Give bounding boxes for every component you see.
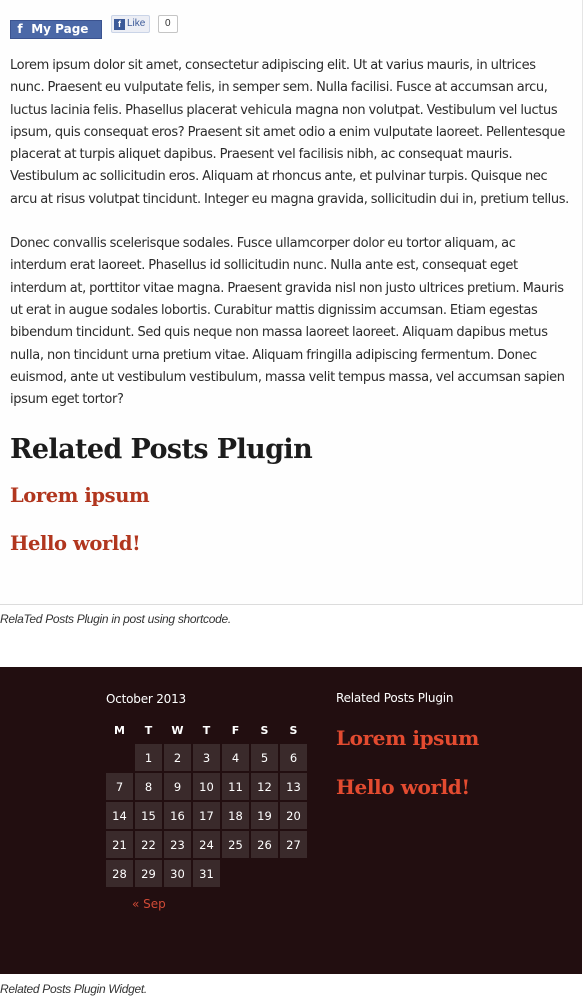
calendar-day: 10 (193, 773, 220, 800)
calendar-day: 2 (164, 744, 191, 771)
calendar-day: 17 (193, 802, 220, 829)
post-caption: RelaTed Posts Plugin in post using shortcode. (0, 612, 231, 626)
calendar-day: 21 (106, 831, 133, 858)
calendar-day: 11 (222, 773, 249, 800)
calendar-week-row (106, 831, 307, 858)
my-page-label: My Page (31, 22, 89, 36)
calendar-day: 26 (251, 831, 278, 858)
calendar-body (106, 744, 307, 887)
related-posts-heading: Related Posts Plugin (10, 434, 313, 466)
widget-link-lorem-ipsum[interactable]: Lorem ipsum (336, 726, 479, 750)
calendar-empty-cell (251, 860, 278, 887)
calendar-week-row (106, 773, 307, 800)
calendar-week-row (106, 802, 307, 829)
calendar-day: 13 (280, 773, 307, 800)
facebook-like-icon: f (114, 19, 125, 30)
widget-link-hello-world[interactable]: Hello world! (336, 775, 470, 799)
calendar-day: 1 (135, 744, 162, 771)
calendar-day: 3 (193, 744, 220, 771)
calendar-day: 30 (164, 860, 191, 887)
paragraph-1: Lorem ipsum dolor sit amet, consectetur adipiscing elit. Ut at varius mauris, in ultrices nunc. Praesent eu vulputate felis, in semper sem. Nulla facilisi. Fusce at accumsan arcu, luctus lacinia felis. Phasellus placerat vehicula magna non volutpat. Vestibulum vel luctus ipsum, quis consequat eros? Praesent sit amet odio a enim vulputate laoreet. Pellentesque placerat at turpis aliquet dapibus. Praesent vel facilisis nibh, ac consequat mauris. Vestibulum ac sollicitudin eros. Aliquam at rhoncus ante, et pulvinar turpis. Quisque nec arcu at risus volutpat tincidunt. Integer eu magna gravida, sollicitudin dui in, pretium tellus. (10, 58, 569, 207)
post-content (10, 55, 570, 556)
calendar-day: 29 (135, 860, 162, 887)
calendar-day: 7 (106, 773, 133, 800)
calendar-month: October 2013 (106, 692, 186, 706)
calendar-day: 9 (164, 773, 191, 800)
calendar-day: 24 (193, 831, 220, 858)
related-posts-widget (336, 689, 576, 800)
calendar-day: 18 (222, 802, 249, 829)
calendar-weekday: S (289, 723, 298, 737)
related-post-link-lorem-ipsum[interactable]: Lorem ipsum (10, 484, 150, 508)
calendar-day: 23 (164, 831, 191, 858)
paragraph-2: Donec convallis scelerisque sodales. Fusce ullamcorper dolor eu tortor aliquam, ac interdum erat laoreet. Phasellus id sollicitudin nunc. Nulla ante est, consequat eget interdum at, porttitor vitae magna. Praesent gravida nisl non justo ultrices pretium. Mauris ut erat in augue sodales lobortis. Curabitur mattis dignissim accumsan. Etiam egestas bibendum tincidunt. Sed quis neque non massa laoreet laoreet. Aliquam dapibus metus nulla, non tincidunt urna pretium vitae. Aliquam fringilla adipiscing fermentum. Donec euismod, ante ut vestibulum vestibulum, massa velit tempus massa, vel accumsan sapien ipsum eget tortor? (10, 236, 565, 408)
calendar-day: 16 (164, 802, 191, 829)
calendar-day: 14 (106, 802, 133, 829)
facebook-icon: f (17, 22, 23, 36)
calendar-weekday: F (231, 723, 240, 737)
calendar-weekday-row (106, 718, 307, 742)
calendar-day: 8 (135, 773, 162, 800)
widget-caption: Related Posts Plugin Widget. (0, 982, 147, 996)
calendar-weekday: W (171, 723, 184, 737)
calendar-day: 4 (222, 744, 249, 771)
widget-screenshot (0, 667, 582, 974)
calendar-day: 22 (135, 831, 162, 858)
calendar-prev-month-link[interactable]: « Sep (132, 897, 166, 911)
calendar-weekday: S (260, 723, 269, 737)
calendar-empty-cell (280, 860, 307, 887)
calendar-day: 6 (280, 744, 307, 771)
calendar-empty-cell (222, 860, 249, 887)
related-post-link-hello-world[interactable]: Hello world! (10, 532, 141, 556)
widget-title: Related Posts Plugin (336, 691, 454, 705)
calendar-weekday: T (202, 723, 211, 737)
facebook-like-button[interactable] (111, 15, 150, 33)
calendar-day: 19 (251, 802, 278, 829)
calendar-day: 27 (280, 831, 307, 858)
like-label: Like (127, 18, 146, 29)
facebook-my-page-button[interactable] (10, 20, 102, 39)
calendar-day: 25 (222, 831, 249, 858)
calendar-widget (105, 689, 310, 911)
calendar-empty-cell (106, 744, 133, 771)
like-count: 0 (158, 15, 178, 33)
calendar-day: 5 (251, 744, 278, 771)
calendar-day: 28 (106, 860, 133, 887)
calendar-day: 12 (251, 773, 278, 800)
calendar-day: 15 (135, 802, 162, 829)
calendar-weekday: M (114, 723, 125, 737)
calendar-table (104, 716, 309, 889)
calendar-day: 20 (280, 802, 307, 829)
calendar-week-row (106, 744, 307, 771)
calendar-weekday: T (144, 723, 153, 737)
calendar-week-row (106, 860, 307, 887)
calendar-day: 31 (193, 860, 220, 887)
